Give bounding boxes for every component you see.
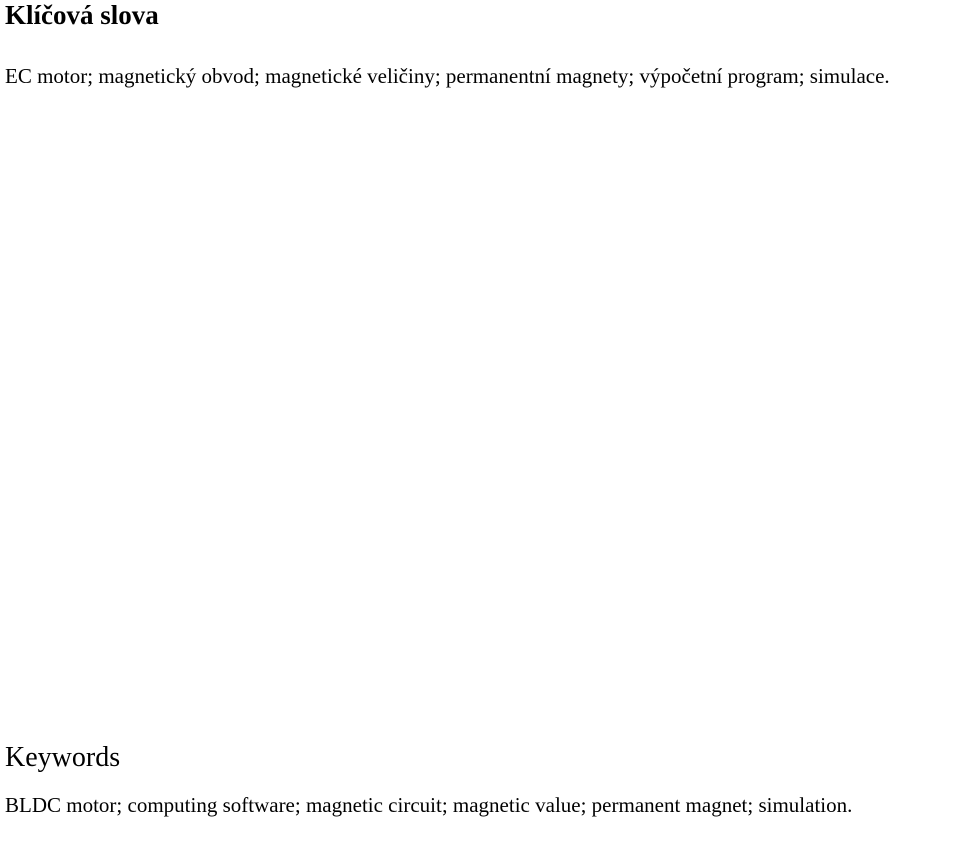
english-keywords-text: BLDC motor; computing software; magnetic circuit; magnetic value; permanent magnet; simulation. — [5, 793, 853, 817]
czech-keywords-section — [5, 0, 955, 92]
czech-keywords-heading: Klíčová slova — [5, 0, 159, 30]
english-keywords-section — [5, 740, 955, 821]
czech-keywords-text: EC motor; magnetický obvod; magnetické veličiny; permanentní magnety; výpočetní program; simulace. — [5, 64, 890, 88]
english-keywords-heading: Keywords — [5, 742, 121, 773]
